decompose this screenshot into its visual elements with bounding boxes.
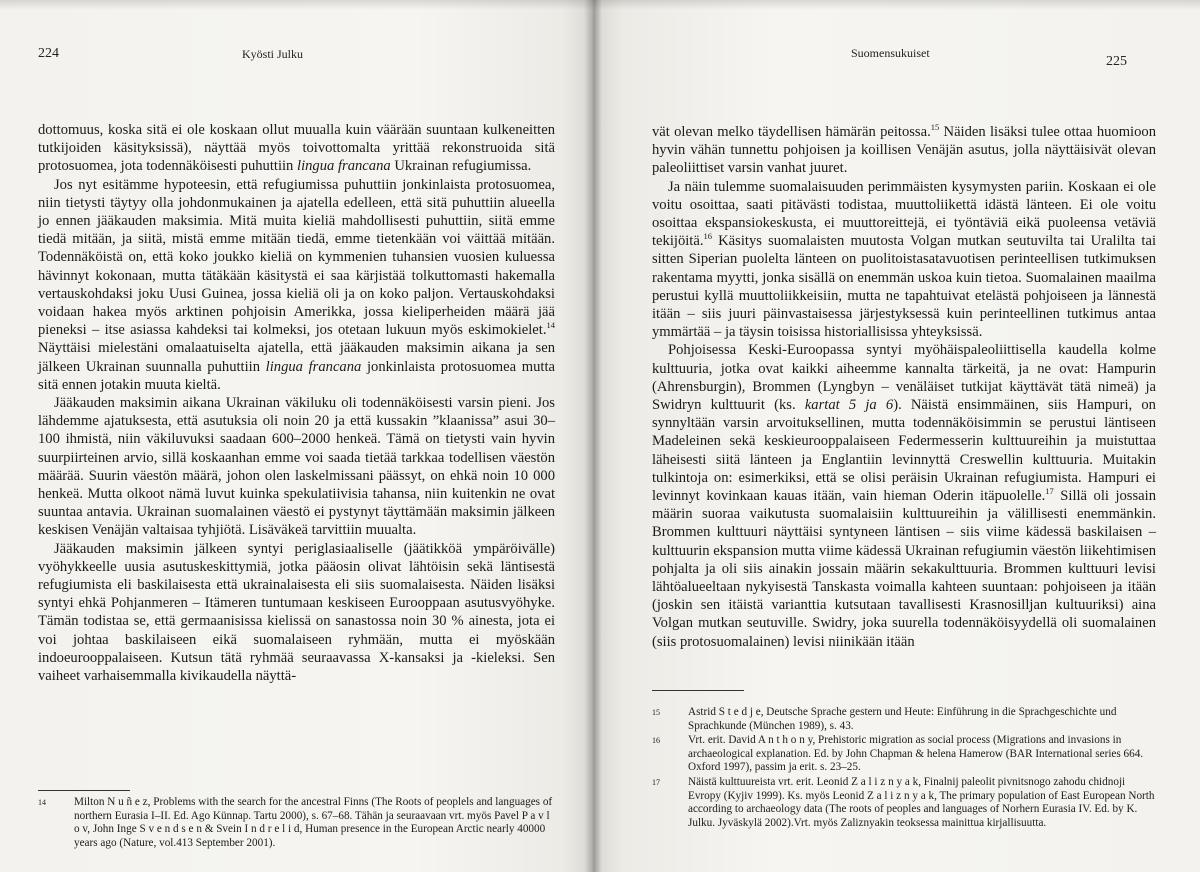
- text-run: Jos nyt esitämme hypoteesin, että refugiumissa puhuttiin jonkinlaista protosuomea, niin tietysti täytyy olla johdonmukainen ja ajatella edelleen, että sitä puhuttiin alueella jo ennen jääkauden maksimia. Mitä muita kieliä mahdollisesti puhuttiin, siitä emme tiedä mitään, ja siitä, mistä emme mitään tiedä, emme tietenkään voi väittää mitään. Todennäköistä on, että koko joukko kieliä on kymmenien tuhansien vuosien kuluessa hävinnyt kokonaan, mutta tätäkään käsitystä ei saa kärjistää tolkuttomasti hakemalla vertauskohdaksi joku Uusi Guinea, jossa kieliä oli ja on koko paljon. Vertauskohdaksi voidaan hakea myös arktinen pohjoisin Amerikka, jossa kieliperheiden määrä jää pieneksi – itse asiassa kahdeksi tai kolmeksi, jos otetaan lukuun myös eskimokielet.: [38, 176, 555, 339]
- right-running-head: Suomensukuiset: [851, 46, 930, 60]
- text-run: Ukrainan refugiumissa.: [390, 158, 532, 175]
- left-page-number: 224: [38, 46, 59, 61]
- footnote: [38, 796, 556, 850]
- paragraph: [652, 178, 1156, 342]
- footnote-text: Astrid S t e d j e, Deutsche Sprache gestern und Heute: Einführung in die Sprachgeschichte und Sprachkunde (München 1989), s. 43.: [688, 706, 1117, 732]
- italic-text: kartat 5 ja 6: [804, 397, 894, 414]
- footnote-reference: 14: [546, 320, 555, 331]
- paragraph: [652, 123, 1156, 178]
- text-run: Jääkauden maksimin aikana Ukrainan väkiluku oli todennäköisesti varsin pieni. Jos lähdemme ajatuksesta, että asutuksia oli noin 20 ja että kussakin ”klaanissa” asui 30–100 ihmistä, niin väkiluvuksi saadaan 600–2000 henkeä. Tämä on tietysti vain hyvin suurpiirteinen arvio, sillä koskaanhan emme voi saada tietää tarkkaa todellisen väestön määrää. Suurin väestön määrä, johon olen laskelmissani päässyt, on ehkä noin 10 000 henkeä. Mutta olkoot nämä luvut kuinka spekulatiivisia tahansa, niin kuitenkin ne ovat suuntaa antavia. Ukrainan suomalainen väestö ei pystynyt täyttämään maksimin jälkeen keskisen Venäjän valtaisaa tyhjiötä. Lisäväkeä tarvittiin muualta.: [38, 395, 555, 539]
- left-footnotes: [38, 796, 556, 851]
- footnote-number: 16: [652, 736, 660, 746]
- left-page: [0, 0, 592, 872]
- footnote-rule: [652, 690, 744, 691]
- text-run: dottomuus, koska sitä ei ole koskaan ollut muualla kuin väärään suuntaan kulkeneitten tutkijoiden käsityksissä), näyttää myös toivottomalta yrittää rekonstruoida sitä protosuomea, jota todennäköisesti puhuttiin: [38, 122, 555, 175]
- footnote: [652, 776, 1158, 830]
- paragraph: [38, 540, 555, 686]
- text-run: Näyttäisi mielestäni omalaatuiselta ajatella, että jääkauden maksimin aikana ja sen jälkeen Ukrainan suunnalla puhuttiin: [38, 340, 555, 375]
- text-run: Jääkauden maksimin jälkeen syntyi periglasiaaliselle (jäätikköä ympäröivälle) vyöhykkeelle uusia asutuskeskittymiä, jotka pääosin olivat lähtöisin sekä läntisestä refugiumista eli baskilaisesta että ukrainalaisesta eli siis suomalaisesta. Näiden lisäksi syntyi ehkä Pohjanmeren – Itämeren tuntumaan keskiseen Eurooppaan asutusvyöhyke. Tämän todistaa se, että germaanisissa kielissä on sanastossa noin 30 % ainesta, jota ei voi johtaa baskilaiseen eikä suomalaiseen ryhmään, mutta ei myöskään indoeurooppalaiseen. Kutsun tätä ryhmää seuraavassa X-kansaksi ja -kieleksi. Sen vaiheet varhaisemmalla kivikaudella näyttä-: [38, 540, 555, 685]
- footnote-text: Milton N u ñ e z, Problems with the search for the ancestral Finns (The Roots of peoplels and languages of northern Eurasia I–II. Ed. Ago Künnap. Tartu 2000), s. 67–68. Tähän ja seuraavaan vrt. myös Pavel P a v l o v, John Inge S v e n d s e n & Svein I n d r e l i d, Human presence in the European Arctic nearly 40000 years ago (Nature, vol.413 September 2001).: [74, 796, 553, 849]
- right-page: [592, 0, 1200, 872]
- right-page-number: 225: [1106, 54, 1127, 69]
- paragraph: [652, 341, 1156, 650]
- footnote-text: Näistä kulttuureista vrt. erit. Leonid Z a l i z n y a k, Finalnij paleolit pivnitsnogo zahodu chidnoji Evropy (Kyjiv 1999). Ks. myös Leonid Z a l i z n y a k, The primary population of East European North according to archaeology data (The roots of peoples and languages of Norhern Eurasia IV. Ed. by K. Julku. Jyväskylä 2002).Vrt. myös Zaliznyakin teoksessa mainittua kirjallisuutta.: [688, 775, 1155, 829]
- text-run: ). Näistä ensimmäinen, siis Hampuri, on synnyltään varsin arvoituksellinen, mutta todennäköisimmin se perustui läntiseen Madeleinen sekä keskieurooppalaiseen Federmesserin kulttuureihin ja muistuttaa läheisesti siitä länteen ja Englantiin levinnyttä Creswellin kulttuuria. Muitakin tulkintoja on: esimerkiksi, että se olisi peräisin Ukrainan refugiumista. Hampuri ei levinnyt kovinkaan kauas itään, vain hieman Oderin itäpuolelle.: [652, 397, 1156, 505]
- right-footnotes: [652, 706, 1158, 831]
- footnote-reference: 16: [703, 231, 712, 242]
- left-body-text: [38, 121, 555, 685]
- right-body-text: [652, 123, 1156, 651]
- paragraph: [38, 121, 555, 176]
- text-run: jonkinlaista protosuomea mutta sitä ennen jotakin muuta kieltä.: [38, 358, 555, 393]
- footnote: [652, 734, 1158, 775]
- footnote-number: 17: [652, 777, 660, 787]
- footnote-rule: [38, 790, 130, 791]
- page-edge-shadow: [0, 0, 1200, 10]
- text-run: vät olevan melko täydellisen hämärän peitossa.: [652, 124, 931, 140]
- footnote-text: Vrt. erit. David A n t h o n y, Prehistoric migration as social process (Migrations and invasions in archaeological explanation. Ed. by John Chapman & helena Hamerow (BAR International series 664. Oxford 1997), passim ja erit. s. 23–25.: [688, 734, 1144, 774]
- book-gutter: [584, 0, 602, 872]
- paragraph: [38, 176, 555, 394]
- footnote-reference: 17: [1045, 486, 1054, 497]
- left-running-head: Kyösti Julku: [242, 47, 304, 61]
- text-run: Käsitys suomalaisten muutosta Volgan mutkan seutuvilta tai Uralilta tai sitten Siperian puolelta länteen on puolitoistasatavuotisen perinteellisen tutkimuksen rakentama myytti, jonka sisällä on enemmän uskoa kuin tietoa. Suomalainen maailma perustui kyllä muuttoliikkeisiin, mutta ne tapahtuivat etelästä pohjoiseen ja lännestä itään – siis juuri päinvastaisessa järjestyksessä kuin perinteellinen tutkimus antaa ymmärtää – ja täysin toisissa historiallisissa yhteyksissä.: [652, 233, 1156, 341]
- footnote: [652, 706, 1158, 733]
- italic-text: lingua francana: [265, 358, 362, 375]
- text-run: Pohjoisessa Keski-Euroopassa syntyi myöhäispaleoliittisella kaudella kolme kulttuuria, jotka ovat kaikki aiheemme kannalta tärkeitä, ja ne ovat: Hampurin (Ahrensburgin), Brommen (Lyngbyn – venäläiset tutkijat käyttävät tätä nimeä) ja Swidryn kulttuurit (ks.: [652, 342, 1156, 414]
- text-run: Näiden lisäksi tulee ottaa huomioon hyvin vähän tunnettu pohjoisen ja koillisen Venäjän asutus, jolla näyttäisivät olevan paleoliittiset varsin vanhat juuret.: [652, 124, 1157, 177]
- paragraph: [38, 394, 555, 540]
- footnote-reference: 15: [930, 122, 940, 133]
- footnote-number: 15: [652, 708, 660, 717]
- italic-text: lingua francana: [297, 158, 391, 175]
- text-run: Sillä oli jossain määrin suoraa vaikutusta suomalaisiin kulttuureihin ja välillisesti enemmänkin. Brommen kulttuuri näyttäisi syntyneen läntisen – siis viime kädessä baskilaisen – kulttuurin ekspansion mutta viime kädessä Ukrainan refugiumin väestön liikehtimisen pohjalta ja oli siis ainakin jossain määrin sekakulttuuria. Brommen kulttuuri levisi lähtöalueeltaan nykyisestä Tanskasta voimalla kahteen suuntaan: pohjoiseen ja itään (joskin sen itäistä varianttia kutsutaan tavallisesti Krasnosilljan kultuuriksi) aina Volgan mutkan seutuville. Swidry, joka suurella todennäköisyydellä oli suomalainen (siis protosuomalainen) levisi niinikään itään: [652, 488, 1156, 650]
- footnote-number: 14: [38, 798, 46, 807]
- text-run: Ja näin tulemme suomalaisuuden perimmäisten kysymysten pariin. Koskaan ei ole voitu osoittaa, saati pitävästi todistaa, muuttoliikettä idästä länteen. Ei ole voitu osoittaa ekspansiokeskusta, ei muuttoreittejä, ei työntäviä eikä puoleensa vetäviä tekijöitä.: [652, 178, 1156, 250]
